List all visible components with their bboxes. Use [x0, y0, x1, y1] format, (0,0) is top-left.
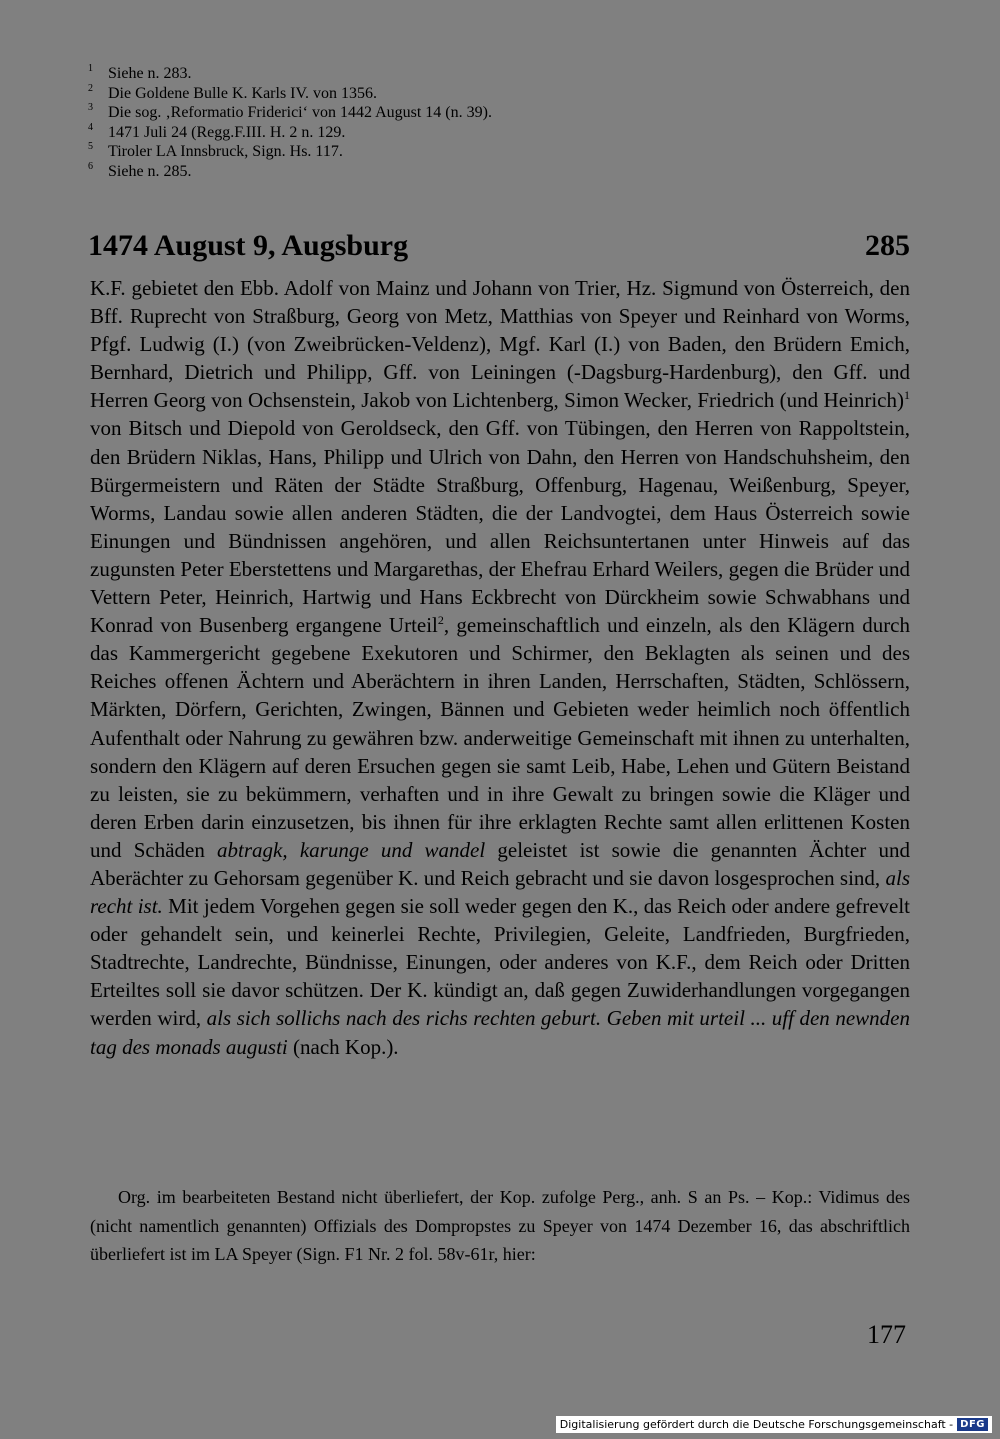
footnotes — [88, 64, 908, 181]
footnote-number: 2 — [88, 82, 93, 94]
footnote-text: Tiroler LA Innsbruck, Sign. Hs. 117. — [108, 143, 343, 160]
regest-text-part: geleistet ist sowie die genannten Ächter und Aberächter zu Gehorsam gegenüber K. und Reich gebracht und sie davon losgesprochen sind, — [90, 837, 910, 890]
footnote-number: 3 — [88, 102, 93, 113]
footnote-ref: 1 — [904, 388, 910, 403]
regest-text-part: (nach Kop.). — [287, 1034, 399, 1059]
footnote-text: Siehe n. 283. — [108, 65, 192, 82]
quotation-italic: als sich sollichs nach des richs rechten geburt. Geben mit urteil ... uff den newnden tag des monads augusti — [90, 1006, 910, 1059]
footnote — [88, 123, 908, 143]
regest-text-part: von Bitsch und Diepold von Geroldseck, den Gff. von Tübingen, den Herren von Rappoltstein, den Brüdern Niklas, Hans, Philipp und Ulrich von Dahn, den Herren von Handschuhsheim, den Bürgermeistern und Räten der Städte Straßburg, Offenburg, Hagenau, Weißenburg, Speyer, Worms, Landau sowie allen anderen Städten, die der Landvogtei, dem Haus Österreich sowie Einungen und Bündnissen angehören, und allen Reichsuntertanen unter Hinweis auf das zugunsten Peter Eberstettens und Margarethas, der Ehefrau Erhard Weilers, gegen die Brüder und Vettern Peter, Heinrich, Hartwig und Hans Eckbrecht von Dürckheim sowie Schwabhans und Konrad von Busenberg ergangene Urteil — [90, 416, 910, 638]
quotation-italic: abtragk, karunge und wandel — [217, 837, 486, 862]
footnote-number: 5 — [88, 141, 93, 152]
footnote — [88, 103, 908, 123]
footnote — [88, 64, 908, 84]
footnote-number: 1 — [88, 63, 93, 74]
regest-text-part: , gemeinschaftlich und einzeln, als den Klägern durch das Kammergericht gegebene Exekutoren und Schirmer, den Beklagten als seinen und des Reiches offenen Ächtern und Aberächtern in ihren Landen, Herrschaften, Städten, Schlössern, Märkten, Dörfern, Gerichten, Zwingen, Bännen und Gebieten weder heimlich noch öffentlich Aufenthalt oder Nahrung zu gewähren bzw. anderweitige Gemeinschaft mit ihnen zu unterhalten, sondern den Klägern auf deren Ersuchen gegen sie samt Leib, Habe, Lehen und Gütern Beistand zu leisten, sie zu bekümmern, verhaften und in ihre Gewalt zu bringen sowie die Kläger und deren Erben darin einzusetzen, bis ihnen für ihre erklagten Rechte samt allen erlittenen Kosten und Schäden — [90, 613, 911, 862]
quotation-italic: als recht ist. — [90, 865, 910, 919]
regest-text-part: K.F. gebietet den Ebb. Adolf von Mainz und Johann von Trier, Hz. Sigmund von Österreich, den Bff. Ruprecht von Straßburg, Georg von Metz, Matthias von Speyer und Reinhard von Worms, Pfgf. Ludwig (I.) (von Zweibrücken-Veldenz), Mgf. Karl (I.) von Baden, den Brüdern Emich, Bernhard, Dietrich und Philipp, Gff. von Leiningen (-Dagsburg-Hardenburg), den Gff. und Herren Georg von Ochsenstein, Jakob von Lichtenberg, Simon Wecker, Friedrich (und Heinrich) — [90, 276, 910, 413]
funding-text: Digitalisierung gefördert durch die Deutsche Forschungsgemeinschaft - — [559, 1418, 954, 1431]
regest-text — [90, 274, 910, 1061]
footnote-text: Die sog. ‚Reformatio Friderici‘ von 1442 August 14 (n. 39). — [108, 104, 492, 121]
footnote-text: Die Goldene Bulle K. Karls IV. von 1356. — [108, 84, 377, 102]
regest-text-part: Mit jedem Vorgehen gegen sie soll weder gegen den K., das Reich oder andere gefrevelt oder gehandelt sein, und keinerlei Rechte, Privilegien, Geleite, Landfrieden, Burgfrieden, Stadtrechte, Landrechte, Bündnisse, Einungen, oder anderes von K.F., dem Reich oder Dritten Erteiltes soll sie davor schützen. Der K. kündigt an, daß gegen Zuwiderhandlungen vorgegangen werden wird, — [90, 894, 910, 1031]
footnote-number: 6 — [88, 160, 93, 172]
entry-number: 285 — [865, 229, 910, 262]
page-number: 177 — [867, 1320, 906, 1349]
footnote-text: Siehe n. 285. — [108, 162, 192, 180]
footnote — [88, 84, 908, 104]
entry-date-place: 1474 August 9, Augsburg — [88, 229, 409, 262]
archival-note: Org. im bearbeiteten Bestand nicht überliefert, der Kop. zufolge Perg., anh. S an Ps. – Kop.: Vidimus des (nicht namentlich genannten) Offizials des Dompropstes zu Speyer von 1474 Dezember 16, das abschriftlich überliefert ist im LA Speyer (Sign. F1 Nr. 2 fol. 58v-61r, hier: — [90, 1187, 910, 1264]
footnote-text: 1471 Juli 24 (Regg.F.III. H. 2 n. 129. — [108, 123, 346, 141]
footnote-number: 4 — [88, 121, 93, 133]
funding-footer — [556, 1416, 992, 1433]
entry-heading — [88, 226, 910, 266]
footnote — [88, 162, 908, 182]
footnote-ref: 2 — [437, 613, 444, 628]
footnote — [88, 142, 908, 162]
dfg-logo: DFG — [957, 1418, 988, 1431]
